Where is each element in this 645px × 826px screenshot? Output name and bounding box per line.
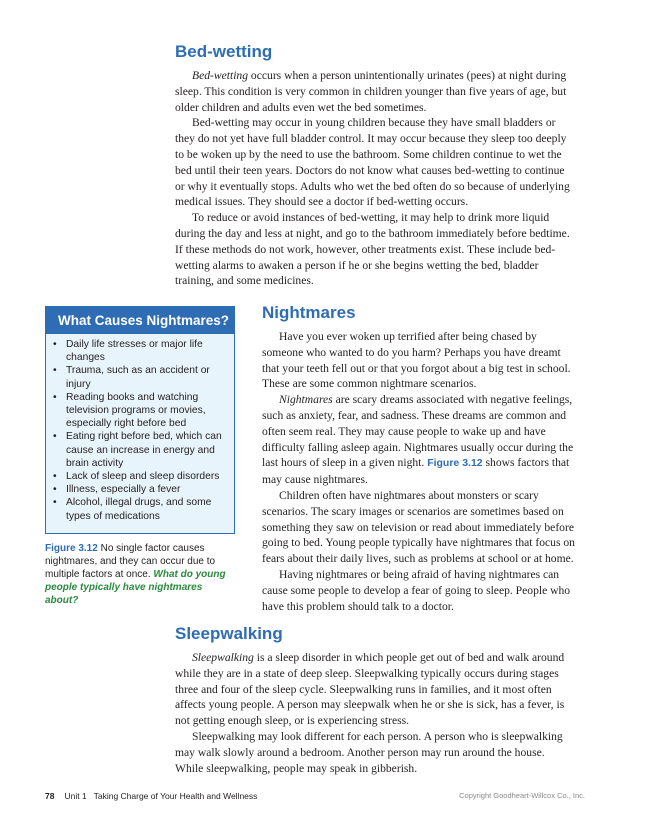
sidebar-item: • Illness, especially a fever — [53, 484, 181, 496]
nightmares-paragraph-2: Nightmares are scary dreams associated with negative feelings, such as anxiety, fear, and sadness. These dreams are common and often seem real. They may cause people to wake up and have difficulty falling asleep again. Nightmares usually occur during the last hours of sleep in a given night. Figure 3.12 shows factors that may cause nightmares. — [262, 393, 574, 487]
bullet-icon: • — [53, 391, 57, 403]
bed-wetting-term: Bed-wetting — [192, 69, 249, 82]
bed-wetting-section — [175, 42, 575, 289]
sidebar-item: • Lack of sleep and sleep disorders — [53, 471, 220, 483]
figure-caption — [45, 542, 237, 607]
figure-label: Figure 3.12 — [45, 543, 98, 554]
sidebar-item: • Eating right before bed, which can cause an increase in energy and brain activity — [53, 431, 222, 469]
sidebar-item: • Reading books and watching television programs or movies, especially right before bed — [53, 391, 206, 430]
page-footer — [45, 791, 585, 805]
figure-reference-link[interactable]: Figure 3.12 — [427, 457, 483, 470]
copyright-notice: Copyright Goodheart-Willcox Co., Inc. — [459, 791, 585, 800]
bed-wetting-paragraph-1: Bed-wetting occurs when a person unintentionally urinates (pees) at night during sleep. This condition is very common in children younger than five years of age, but older children and adults even wet the bed sometimes. — [175, 69, 567, 114]
sidebar-item: • Daily life stresses or major life changes — [53, 339, 203, 364]
bed-wetting-heading: Bed-wetting — [175, 42, 273, 61]
nightmares-term: Nightmares — [279, 393, 333, 407]
sidebar-item: • Trauma, such as an accident or injury — [53, 365, 210, 390]
sidebar-list — [46, 338, 234, 523]
bullet-icon: • — [53, 339, 57, 350]
sidebar-item: • Alcohol, illegal drugs, and some types of medications — [53, 497, 212, 522]
unit-title: Unit 1 Taking Charge of Your Health and Wellness — [64, 791, 258, 801]
sleepwalking-paragraph-1: Sleepwalking is a sleep disorder in which people get out of bed and walk around while they are in a state of deep sleep. Sleepwalking typically occurs during stages three and four of the sleep cycle. Sleepwalking runs in families, and it most often affects young people. A person may sleepwalk when he or she is sick, has a fever, is not getting enough sleep, or is experiencing stress. — [175, 651, 565, 728]
nightmares-paragraph-4: Having nightmares or being afraid of having nightmares can cause some people to develop a fear of going to sleep. People who have this problem should talk to a doctor. — [262, 567, 571, 613]
sleepwalking-heading: Sleepwalking — [175, 624, 283, 643]
bed-wetting-paragraph-2: Bed-wetting may occur in young children because they have small bladders or they do not yet have full bladder control. It may occur because they sleep too deeply to be woken up by the need to use the bathroom. Some children continue to wet the bed until their teen years. Doctors do not know what causes bed-wetting to continue or why it eventually stops. Adults who wet the bed often do so because of underlying medical issues. They should see a doctor if bed-wetting occurs. — [175, 116, 570, 209]
nightmares-section — [262, 303, 575, 614]
bullet-icon: • — [53, 484, 57, 496]
sleepwalking-paragraph-2: Sleepwalking may look different for each person. A person who is sleepwalking may walk slowly around a bedroom. Another person may run around the house. While sleepwalking, people may speak in gibberish. — [175, 729, 563, 775]
nightmare-causes-sidebar — [45, 306, 235, 534]
bullet-icon: • — [53, 365, 57, 377]
figure-caption-text: No single factor causes nightmares, and they can occur due to multiple factors at once. — [45, 543, 216, 580]
nightmares-paragraph-1: Have you ever woken up terrified after being chased by someone who wanted to do you harm? Perhaps you have dreamt that your teeth fell out or that you forgot about a big test in school. These are some common nightmare scenarios. — [262, 330, 571, 391]
sleepwalking-term: Sleepwalking — [192, 651, 254, 664]
sleepwalking-section — [175, 624, 575, 776]
nightmares-heading: Nightmares — [262, 303, 356, 322]
nightmares-paragraph-3: Children often have nightmares about monsters or scary scenarios. The scary images or scenarios are sometimes based on something they saw on television or read about immediately before going to bed. Young people typically have nightmares that focus on fears about their daily lives, such as problems at school or at home. — [262, 488, 575, 566]
bed-wetting-paragraph-3: To reduce or avoid instances of bed-wetting, it may help to drink more liquid during the day and less at night, and go to the bathroom immediately before bedtime. If these methods do not work, however, other treatments exist. These include bed-wetting alarms to awaken a person if he or she begins wetting the bed, bladder training, and some medicines. — [175, 211, 570, 288]
bullet-icon: • — [53, 471, 57, 483]
bullet-icon: • — [53, 431, 57, 443]
figure-question: What do young people typically have nightmares about? — [45, 569, 226, 606]
sidebar-title: What Causes Nightmares? — [46, 307, 234, 334]
bullet-icon: • — [53, 497, 57, 509]
page-number: 78 — [45, 791, 55, 801]
